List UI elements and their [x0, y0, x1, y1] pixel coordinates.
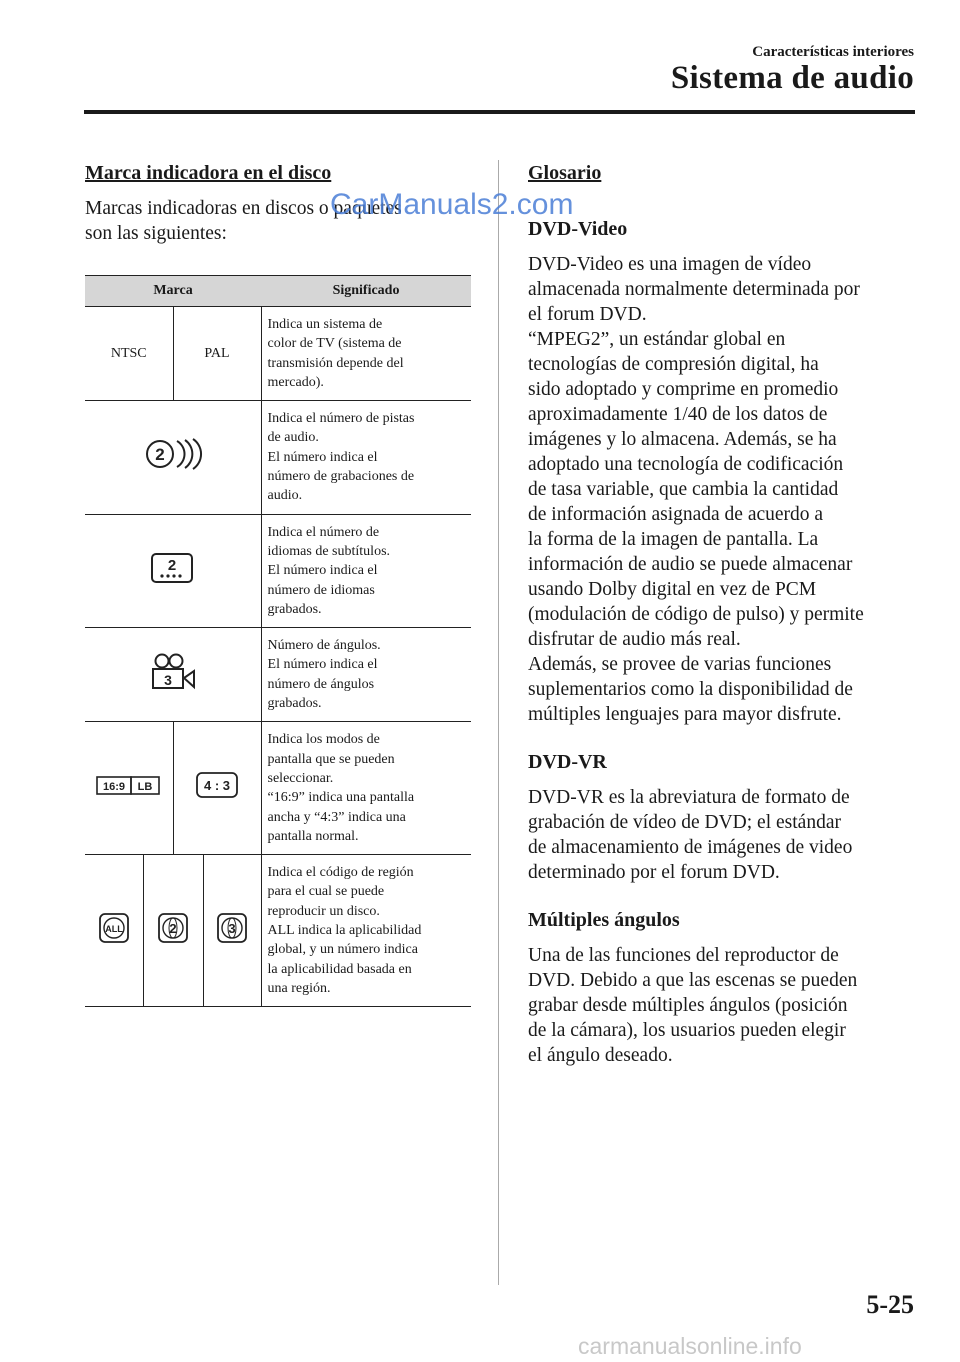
row-description: Número de ángulos. El número indica el número de ángulos grabados.: [261, 628, 471, 722]
row-description: Indica el número de idiomas de subtítulos. El número indica el número de idiomas grabados.: [261, 514, 471, 627]
table-row: [85, 855, 471, 1007]
table-row: [85, 722, 471, 855]
table-header-row: [85, 276, 471, 307]
row-description: Indica los modos de pantalla que se pueden seleccionar. “16:9” indica una pantalla ancha y “4:3” indica una pantalla normal.: [261, 722, 471, 855]
standard-screen-icon: [173, 722, 261, 855]
page-number: 5-25: [866, 1290, 914, 1319]
widescreen-icon: [85, 722, 173, 855]
glossary-term: DVD-Video: [528, 218, 628, 240]
glossary-term: DVD-VR: [528, 751, 607, 773]
glossary-definition: DVD-Video es una imagen de vídeo almacenada normalmente determinada por el forum DVD. “MPEG2”, un estándar global en tecnologías de compresión digital, ha sido adoptado y comprime en promedio aproximadamente 1/40 de los datos de imágenes y lo almacena. Además, se ha adoptado una tecnología de codificación de tasa variable, que cambia la cantidad de información asignada de acuerdo a la forma de la imagen de pantalla. La información de audio se puede almacenar usando Dolby digital en vez de PCM (modulación de código de pulso) y permite disfrutar de audio más real. Además, se provee de varias funciones suplementarios como la disponibilidad de múltiples lenguajes para mayor disfrute.: [528, 254, 864, 725]
section-title: Sistema de audio: [670, 60, 914, 96]
region-3-icon: [203, 855, 261, 1007]
region-all-icon: [85, 855, 143, 1007]
table-row: [85, 307, 471, 401]
table-row: [85, 628, 471, 722]
watermark-top: CarManuals2.com: [330, 188, 574, 221]
ntsc-mark: NTSC: [85, 307, 173, 401]
row-description: Indica el número de pistas de audio. El número indica el número de grabaciones de audio.: [261, 401, 471, 514]
svg-text:4 : 3: 4 : 3: [203, 778, 231, 794]
disc-marks-heading: Marca indicadora en el disco: [85, 162, 332, 184]
svg-text:2: 2: [169, 920, 177, 936]
glossary-definition: Una de las funciones del reproductor de DVD. Debido a que las escenas se pueden grabar desde múltiples ángulos (posición de la cámara), los usuarios pueden elegir el ángulo deseado.: [528, 945, 858, 1066]
svg-text:3: 3: [228, 920, 236, 936]
svg-text:LB: LB: [137, 781, 153, 794]
region-2-icon: [143, 855, 203, 1007]
audio-tracks-icon: [85, 401, 261, 514]
disc-marks-intro: Marcas indicadoras en discos o paquetes son las siguientes:: [85, 198, 402, 244]
camera-angles-icon: [85, 628, 261, 722]
svg-text:16:9: 16:9: [102, 781, 125, 794]
row-description: Indica un sistema de color de TV (sistema de transmisión depende del mercado).: [261, 307, 471, 401]
col-mark-header: Marca: [85, 276, 261, 307]
right-column: [528, 160, 923, 1068]
disc-marks-table: [85, 275, 471, 1007]
svg-text:ALL: ALL: [105, 923, 123, 934]
glossary-heading: Glosario: [528, 162, 602, 184]
header-rule: [84, 110, 915, 114]
svg-text:2: 2: [167, 556, 176, 574]
chapter-label: Características interiores: [752, 44, 914, 60]
col-meaning-header: Significado: [261, 276, 471, 307]
subtitles-icon: [85, 514, 261, 627]
table-row: [85, 401, 471, 514]
svg-text:3: 3: [163, 671, 172, 688]
pal-mark: PAL: [173, 307, 261, 401]
column-divider: [498, 160, 499, 1285]
glossary-definition: DVD-VR es la abreviatura de formato de grabación de vídeo de DVD; el estándar de almacenamiento de imágenes de video determinado por el forum DVD.: [528, 787, 853, 883]
row-description: Indica el código de región para el cual se puede reproducir un disco. ALL indica la aplicabilidad global, y un número indica la aplicabilidad basada en una región.: [261, 855, 471, 1007]
table-row: [85, 514, 471, 627]
glossary-term: Múltiples ángulos: [528, 909, 680, 931]
watermark-bottom: carmanualsonline.info: [578, 1333, 802, 1359]
svg-text:2: 2: [155, 445, 165, 465]
